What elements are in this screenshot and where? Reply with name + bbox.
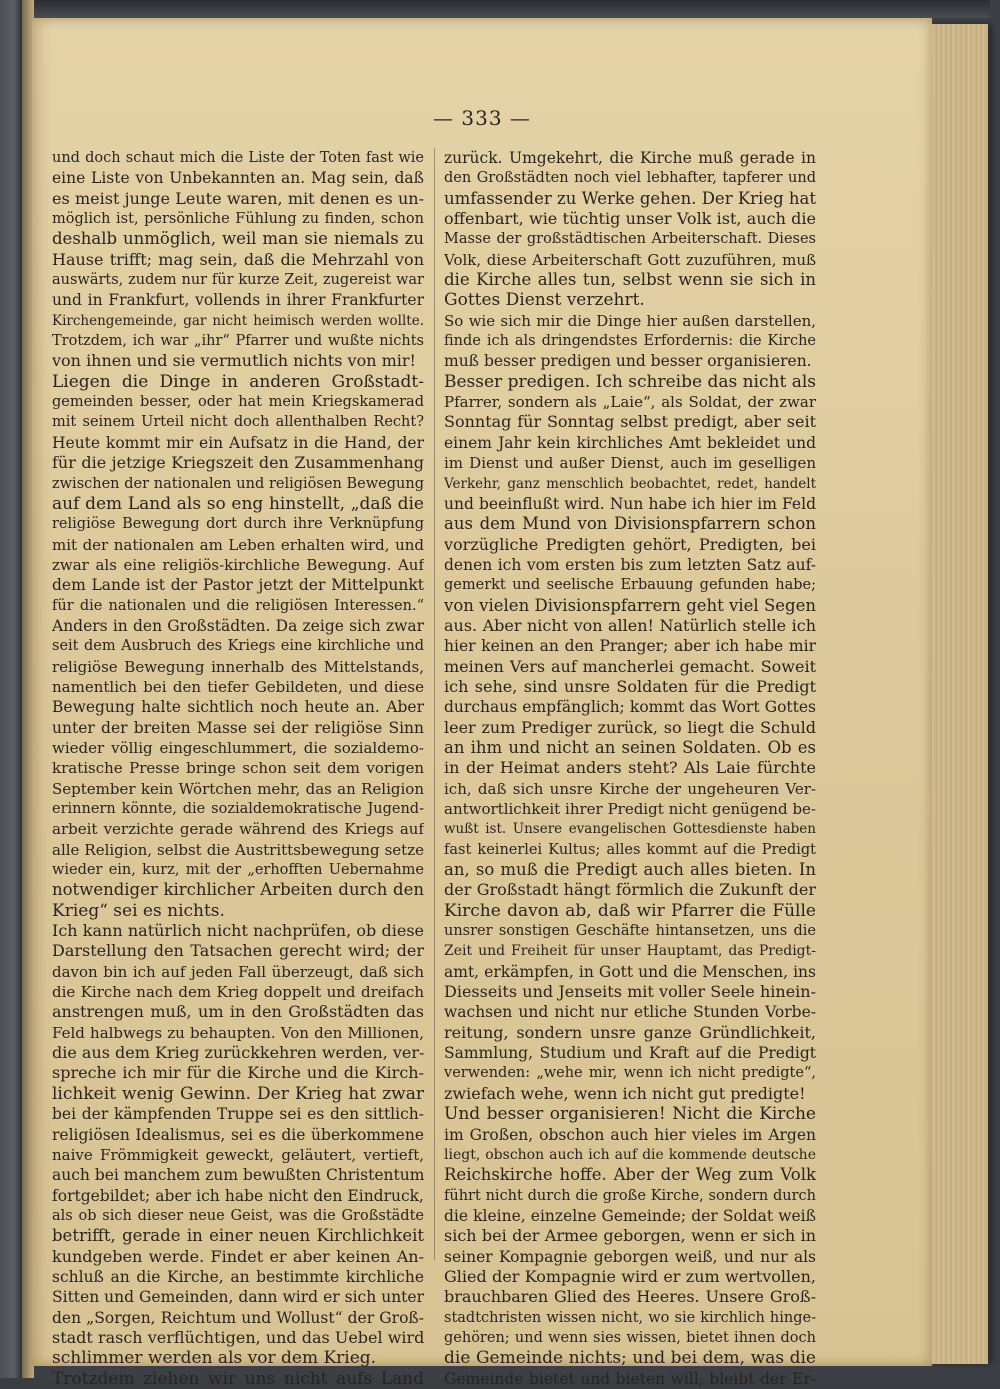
text-line: im Großen, obschon auch hier vieles im Argen <box>444 1125 816 1144</box>
top-shadow <box>30 0 990 18</box>
page-number: — 333 — <box>433 106 531 130</box>
text-line: die aus dem Krieg zurückkehren werden, ver- <box>52 1043 424 1063</box>
text-line: durchaus empfänglich; kommt das Wort Gottes <box>444 698 816 717</box>
text-line: an ihm und nicht an seinen Soldaten. Ob es <box>444 737 816 757</box>
text-line: Bewegung halte sichtlich noch heute an. Aber <box>52 698 424 717</box>
text-line: Sonntag für Sonntag selbst predigt, aber seit <box>444 412 816 432</box>
text-line: und in Frankfurt, vollends in ihrer Frankfurter <box>52 291 424 310</box>
text-line: verwenden: „wehe mir, wenn ich nicht predigte“, <box>444 1065 816 1082</box>
text-line: offenbart, wie tüchtig unser Volk ist, auch die <box>444 209 816 229</box>
text-line: auf dem Land als so eng hinstellt, „daß die <box>52 493 424 514</box>
text-line: wieder ein, kurz, mit der „erhofften Uebernahme <box>52 862 424 879</box>
right-text-column <box>444 148 816 1389</box>
text-line: die Gemeinde nichts; und bei dem, was die <box>444 1348 816 1369</box>
text-line: den Großstädten noch viel lebhafter, tapferer und <box>444 170 816 187</box>
text-line: Besser predigen. Ich schreibe das nicht als <box>444 371 816 392</box>
text-line: als ob sich dieser neue Geist, was die Großstädte <box>52 1207 424 1224</box>
text-line: Masse der großstädtischen Arbeiterschaft. Dieses <box>444 231 816 248</box>
text-line: an, so muß die Predigt auch alles bieten. In <box>444 860 816 880</box>
text-line: die kleine, einzelne Gemeinde; der Soldat weiß <box>444 1206 816 1225</box>
text-line: mit der nationalen am Leben erhalten wird, und <box>52 535 424 554</box>
text-line: Heute kommt mir ein Aufsatz in die Hand, der <box>52 433 424 452</box>
text-line: Kirchengemeinde, gar nicht heimisch werden wollte. <box>52 312 424 329</box>
text-line: zwischen der nationalen und religiösen Bewegung <box>52 475 424 492</box>
text-line: finde ich als dringendstes Erfordernis: die Kirche <box>444 333 816 350</box>
text-line: schluß an die Kirche, an bestimmte kirchliche <box>52 1267 424 1286</box>
text-line: wußt ist. Unsere evangelischen Gottesdienste haben <box>444 821 816 838</box>
text-line: zurück. Umgekehrt, die Kirche muß gerade in <box>444 149 816 167</box>
text-line: Zeit und Freiheit für unser Hauptamt, das Predigt- <box>444 943 816 960</box>
text-line: betrifft, gerade in einer neuen Kirchlichkeit <box>52 1226 424 1246</box>
text-line: September kein Wörtchen mehr, das an Religion <box>52 779 424 798</box>
text-line: Feld halbwegs zu behaupten. Von den Millionen, <box>52 1023 424 1042</box>
text-line: die Kirche alles tun, selbst wenn sie sich in <box>444 270 816 290</box>
text-line: den „Sorgen, Reichtum und Wollust“ der Groß- <box>52 1308 424 1327</box>
text-line: brauchbaren Glied des Heeres. Unsere Groß- <box>444 1287 816 1307</box>
text-line: Sammlung, Studium und Kraft auf die Predigt <box>444 1044 816 1063</box>
text-line: Hause trifft; mag sein, daß die Mehrzahl von <box>52 249 424 269</box>
text-line: gemerkt und seelische Erbauung gefunden habe; <box>444 577 816 594</box>
text-line: wachsen und nicht nur etliche Stunden Vorbe- <box>444 1003 816 1022</box>
text-line: für die nationalen und die religiösen Interessen.“ <box>52 597 424 614</box>
text-line: und doch schaut mich die Liste der Toten fast wie <box>52 150 424 166</box>
text-line: naive Frömmigkeit geweckt, geläutert, vertieft, <box>52 1145 424 1164</box>
text-line: Krieg“ sei es nichts. <box>52 900 225 921</box>
text-line: unsrer sonstigen Geschäfte hintansetzen, uns die <box>444 923 816 940</box>
text-line: arbeit verzichte gerade während des Kriegs auf <box>52 820 424 839</box>
text-line: gemeinden besser, oder hat mein Kriegskamerad <box>52 394 424 411</box>
text-line: Liegen die Dinge in anderen Großstadt- <box>52 371 424 392</box>
text-line: Gemeinde bietet und bieten will, bleibt der Er- <box>444 1369 816 1388</box>
text-line: denen ich vom ersten bis zum letzten Satz auf- <box>444 555 816 574</box>
text-line: So wie sich mir die Dinge hier außen darstellen, <box>444 311 816 330</box>
text-line: vorzügliche Predigten gehört, Predigten, bei <box>444 534 816 554</box>
left-text-column <box>52 148 424 1389</box>
text-line: meinen Vers auf mancherlei gemacht. Soweit <box>444 656 816 676</box>
text-line: führt nicht durch die große Kirche, sondern durch <box>444 1187 816 1204</box>
text-line: in der Heimat anders steht? Als Laie fürchte <box>444 758 816 778</box>
text-line: auswärts, zudem nur für kurze Zeit, zugereist war <box>52 272 424 289</box>
text-line: von vielen Divisionspfarrern geht viel Segen <box>444 595 816 615</box>
text-line: Trotzdem ziehen wir uns nicht aufs Land <box>52 1368 424 1389</box>
text-line: Diesseits und Jenseits mit voller Seele hinein- <box>444 982 816 1002</box>
text-line: schlimmer werden als vor dem Krieg. <box>52 1348 377 1369</box>
text-line: gehören; und wenn sies wissen, bietet ihnen doch <box>444 1329 816 1346</box>
text-line: und beeinflußt wird. Nun habe ich hier im Feld <box>444 494 816 513</box>
text-line: muß besser predigen und besser organisieren. <box>444 352 812 371</box>
text-line: bei der kämpfenden Truppe sei es den sittlich- <box>52 1105 424 1124</box>
text-line: spreche ich mir für die Kirche und die Kirch- <box>52 1063 424 1083</box>
text-line: sich bei der Armee geborgen, wenn er sich in <box>444 1226 816 1246</box>
text-line: möglich ist, persönliche Fühlung zu finden, schon <box>52 211 424 228</box>
text-line: unter der breiten Masse sei der religiöse Sinn <box>52 718 424 737</box>
book-page <box>32 18 932 1389</box>
text-line: erinnern könnte, die sozialdemokratische Jugend- <box>52 801 424 817</box>
text-line: Sitten und Gemeinden, dann wird er sich unter <box>52 1288 424 1307</box>
text-line: Gottes Dienst verzehrt. <box>444 290 645 311</box>
column-divider <box>434 148 435 1260</box>
text-line: notwendiger kirchlicher Arbeiten durch den <box>52 880 424 900</box>
text-line: zwiefach wehe, wenn ich nicht gut predigte! <box>444 1083 806 1103</box>
text-line: Anders in den Großstädten. Da zeige sich zwar <box>52 616 424 635</box>
page-stack-edge <box>930 24 988 1364</box>
text-line: kundgeben werde. Findet er aber keinen An- <box>52 1246 424 1266</box>
text-line: kratische Presse bringe schon seit dem vorigen <box>52 759 424 778</box>
text-line: dem Lande ist der Pastor jetzt der Mittelpunkt <box>52 576 424 595</box>
text-line: aus. Aber nicht von allen! Natürlich stelle ich <box>444 615 816 635</box>
text-line: amt, erkämpfen, in Gott und die Menschen, ins <box>444 962 816 981</box>
text-line: mit seinem Urteil nicht doch allenthalben Recht? <box>52 414 424 431</box>
text-line: Ich kann natürlich nicht nachprüfen, ob diese <box>52 921 424 941</box>
text-line: religiöse Bewegung innerhalb des Mittelstands, <box>52 657 424 676</box>
text-line: ich, daß sich unsre Kirche der ungeheuren Ver- <box>444 779 816 798</box>
text-line: religiösen Idealismus, sei es die überkommene <box>52 1125 424 1144</box>
text-line: Trotzdem, ich war „ihr“ Pfarrer und wußte nichts <box>52 333 424 350</box>
text-line: seiner Kompagnie geborgen weiß, und nur als <box>444 1247 816 1266</box>
text-line: wieder völlig eingeschlummert, die sozialdemo- <box>52 738 424 757</box>
text-line: namentlich bei den tiefer Gebildeten, und diese <box>52 677 424 696</box>
text-line: ich sehe, sind unsre Soldaten für die Predigt <box>444 676 816 696</box>
text-line: Kirche davon ab, daß wir Pfarrer die Fülle <box>444 900 816 921</box>
text-line: fast keinerlei Kultus; alles kommt auf die Predigt <box>444 841 816 858</box>
text-line: reitung, sondern unsre ganze Gründlichkeit, <box>444 1022 816 1042</box>
text-line: im Dienst und außer Dienst, auch im geselligen <box>444 454 816 473</box>
text-line: fortgebildet; aber ich habe nicht den Eindruck, <box>52 1186 424 1205</box>
text-line: es meist junge Leute waren, mit denen es un- <box>52 188 424 208</box>
text-line: religiöse Bewegung dort durch ihre Verknüpfung <box>52 516 424 533</box>
text-line: leer zum Prediger zurück, so liegt die Schuld <box>444 717 816 737</box>
text-line: Und besser organisieren! Nicht die Kirche <box>444 1104 816 1125</box>
text-line: hier keinen an den Pranger; aber ich habe mir <box>444 637 816 656</box>
text-line: von ihnen und sie vermutlich nichts von mir! <box>52 351 416 371</box>
text-line: stadt rasch verflüchtigen, und das Uebel wird <box>52 1327 424 1347</box>
text-line: Reichskirche hoffe. Aber der Weg zum Volk <box>444 1165 816 1185</box>
text-line: alle Religion, selbst die Austrittsbewegung setze <box>52 840 424 859</box>
text-line: Pfarrer, sondern als „Laie“, als Soldat, der zwar <box>444 393 816 412</box>
text-line: für die jetzige Kriegszeit den Zusammenhang <box>52 453 424 473</box>
text-line: aus dem Mund von Divisionspfarrern schon <box>444 514 816 534</box>
text-line: seit dem Ausbruch des Kriegs eine kirchliche und <box>52 638 424 655</box>
text-line: auch bei manchem zum bewußten Christentum <box>52 1166 424 1185</box>
text-line: umfassender zu Werke gehen. Der Krieg hat <box>444 188 816 208</box>
text-line: stadtchristen wissen nicht, wo sie kirchlich hinge- <box>444 1309 816 1326</box>
text-line: der Großstadt hängt förmlich die Zukunft der <box>444 880 816 900</box>
text-line: Verkehr, ganz menschlich beobachtet, redet, handelt <box>444 475 816 492</box>
text-line: Glied der Kompagnie wird er zum wertvollen, <box>444 1266 816 1286</box>
text-line: einem Jahr kein kirchliches Amt bekleidet und <box>444 433 816 452</box>
text-line: lichkeit wenig Gewinn. Der Krieg hat zwar <box>52 1083 424 1104</box>
text-line: deshalb unmöglich, weil man sie niemals zu <box>52 229 424 249</box>
text-line: Volk, diese Arbeiterschaft Gott zuzuführen, muß <box>444 250 816 269</box>
text-line: antwortlichkeit ihrer Predigt nicht genügend be- <box>444 800 816 818</box>
text-line: liegt, obschon auch ich auf die kommende deutsche <box>444 1146 816 1163</box>
text-line: anstrengen muß, um in den Großstädten das <box>52 1002 424 1022</box>
text-line: davon bin ich auf jeden Fall überzeugt, daß sich <box>52 962 424 981</box>
text-line: Darstellung den Tatsachen gerecht wird; der <box>52 941 424 961</box>
text-line: zwar als eine religiös-kirchliche Bewegung. Auf <box>52 555 424 574</box>
text-line: eine Liste von Unbekannten an. Mag sein, daß <box>52 169 424 188</box>
text-line: die Kirche nach dem Krieg doppelt und dreifach <box>52 983 424 1002</box>
